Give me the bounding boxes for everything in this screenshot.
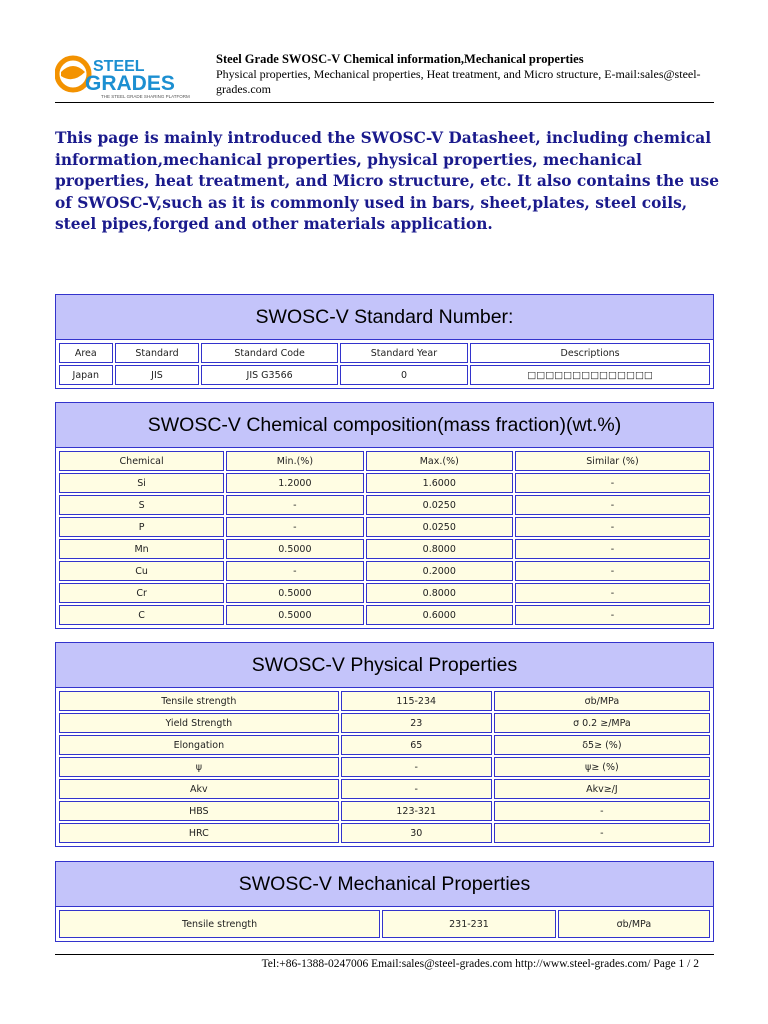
logo-text-top: STEEL xyxy=(93,58,145,75)
table-cell: Akv xyxy=(59,779,339,799)
table-cell: □□□□□□□□□□□□□□ xyxy=(470,365,710,385)
table-cell: δ5≥ (%) xyxy=(494,735,710,755)
mechanical-table xyxy=(56,907,713,941)
table-header-cell: Descriptions xyxy=(470,343,710,363)
table-cell: Japan xyxy=(59,365,113,385)
table-cell: - xyxy=(226,495,363,515)
table-cell: Mn xyxy=(59,539,224,559)
table-row xyxy=(59,823,710,843)
table-row xyxy=(59,517,710,537)
standard-table xyxy=(56,340,713,388)
table-cell: - xyxy=(515,473,710,493)
section-title: SWOSC-V Physical Properties xyxy=(56,643,713,688)
table-cell: JIS G3566 xyxy=(201,365,337,385)
physical-table xyxy=(56,688,713,846)
table-row xyxy=(59,779,710,799)
table-cell: 1.6000 xyxy=(366,473,513,493)
table-cell: - xyxy=(515,583,710,603)
table-cell: - xyxy=(494,801,710,821)
chemical-table xyxy=(56,448,713,628)
table-header-cell: Standard xyxy=(115,343,200,363)
table-cell: 0.8000 xyxy=(366,539,513,559)
logo-text-main: GRADES xyxy=(85,72,175,95)
table-row xyxy=(59,910,710,938)
table-cell: 65 xyxy=(341,735,492,755)
table-cell: - xyxy=(515,605,710,625)
table-row xyxy=(59,757,710,777)
table-cell: - xyxy=(494,823,710,843)
page-footer xyxy=(55,954,714,970)
mechanical-properties-section xyxy=(55,861,714,942)
table-cell: Tensile strength xyxy=(59,691,339,711)
table-row xyxy=(59,539,710,559)
table-row xyxy=(59,561,710,581)
table-cell: 1.2000 xyxy=(226,473,363,493)
table-cell: - xyxy=(341,779,492,799)
standard-number-section xyxy=(55,294,714,389)
table-cell: σb/MPa xyxy=(494,691,710,711)
header-text xyxy=(216,52,714,97)
section-title: SWOSC-V Mechanical Properties xyxy=(56,862,713,907)
physical-properties-section xyxy=(55,642,714,847)
table-cell: HRC xyxy=(59,823,339,843)
table-header-cell: Min.(%) xyxy=(226,451,363,471)
header-title: Steel Grade SWOSC-V Chemical information,Mechanical properties xyxy=(216,52,584,66)
intro-paragraph: This page is mainly introduced the SWOSC-V Datasheet, including chemical information,mechanical properties, physical properties, mechanical properties, heat treatment, and Micro structure, etc. It also contains the use of SWOSC-V,such as it is commonly used in bars, sheet,plates, steel coils, steel pipes,forged and other materials application. xyxy=(55,129,719,234)
table-cell: C xyxy=(59,605,224,625)
table-row xyxy=(59,713,710,733)
table-row xyxy=(59,691,710,711)
table-cell: 231-231 xyxy=(382,910,556,938)
table-header-cell: Chemical xyxy=(59,451,224,471)
table-header-cell: Max.(%) xyxy=(366,451,513,471)
table-cell: 0.5000 xyxy=(226,583,363,603)
table-header-row xyxy=(59,343,710,363)
table-cell: Akv≥/J xyxy=(494,779,710,799)
table-row xyxy=(59,583,710,603)
table-cell: Cu xyxy=(59,561,224,581)
table-cell: Cr xyxy=(59,583,224,603)
table-cell: 0.5000 xyxy=(226,539,363,559)
table-cell: JIS xyxy=(115,365,200,385)
header-subtitle: Physical properties, Mechanical properties, Heat treatment, and Micro structure, E-mail:sales@steel-grades.com xyxy=(216,67,701,96)
page-header xyxy=(55,48,714,103)
table-cell: σb/MPa xyxy=(558,910,710,938)
table-cell: 123-321 xyxy=(341,801,492,821)
logo-tagline: THE STEEL GRADE SHARING PLATFORM xyxy=(101,94,190,99)
table-row xyxy=(59,735,710,755)
table-header-cell: Similar (%) xyxy=(515,451,710,471)
table-cell: - xyxy=(341,757,492,777)
table-cell: S xyxy=(59,495,224,515)
table-cell: HBS xyxy=(59,801,339,821)
table-cell: 0.8000 xyxy=(366,583,513,603)
table-header-cell: Area xyxy=(59,343,113,363)
table-cell: 0 xyxy=(340,365,468,385)
table-row xyxy=(59,801,710,821)
table-cell: 0.0250 xyxy=(366,495,513,515)
table-cell: Yield Strength xyxy=(59,713,339,733)
table-cell: P xyxy=(59,517,224,537)
table-cell: 115-234 xyxy=(341,691,492,711)
table-cell: Elongation xyxy=(59,735,339,755)
table-cell: 0.0250 xyxy=(366,517,513,537)
table-cell: 0.2000 xyxy=(366,561,513,581)
table-cell: ψ≥ (%) xyxy=(494,757,710,777)
table-cell: - xyxy=(515,561,710,581)
chemical-composition-section xyxy=(55,402,714,629)
table-row xyxy=(59,605,710,625)
table-cell: 23 xyxy=(341,713,492,733)
table-cell: Tensile strength xyxy=(59,910,380,938)
table-header-cell: Standard Code xyxy=(201,343,337,363)
table-cell: - xyxy=(515,539,710,559)
footer-contact: Tel:+86-1388-0247006 Email:sales@steel-grades.com http://www.steel-grades.com/ Page 1 / 2 xyxy=(261,958,699,970)
table-row xyxy=(59,365,710,385)
table-row xyxy=(59,495,710,515)
table-cell: - xyxy=(226,517,363,537)
table-cell: 30 xyxy=(341,823,492,843)
table-header-cell: Standard Year xyxy=(340,343,468,363)
table-row xyxy=(59,473,710,493)
section-title: SWOSC-V Chemical composition(mass fraction)(wt.%) xyxy=(56,403,713,448)
table-cell: 0.5000 xyxy=(226,605,363,625)
table-cell: ψ xyxy=(59,757,339,777)
table-cell: Si xyxy=(59,473,224,493)
table-cell: - xyxy=(515,517,710,537)
table-cell: - xyxy=(515,495,710,515)
table-cell: - xyxy=(226,561,363,581)
section-title: SWOSC-V Standard Number: xyxy=(56,295,713,340)
steel-grades-logo xyxy=(55,52,205,100)
table-cell: 0.6000 xyxy=(366,605,513,625)
table-header-row xyxy=(59,451,710,471)
table-cell: σ 0.2 ≥/MPa xyxy=(494,713,710,733)
